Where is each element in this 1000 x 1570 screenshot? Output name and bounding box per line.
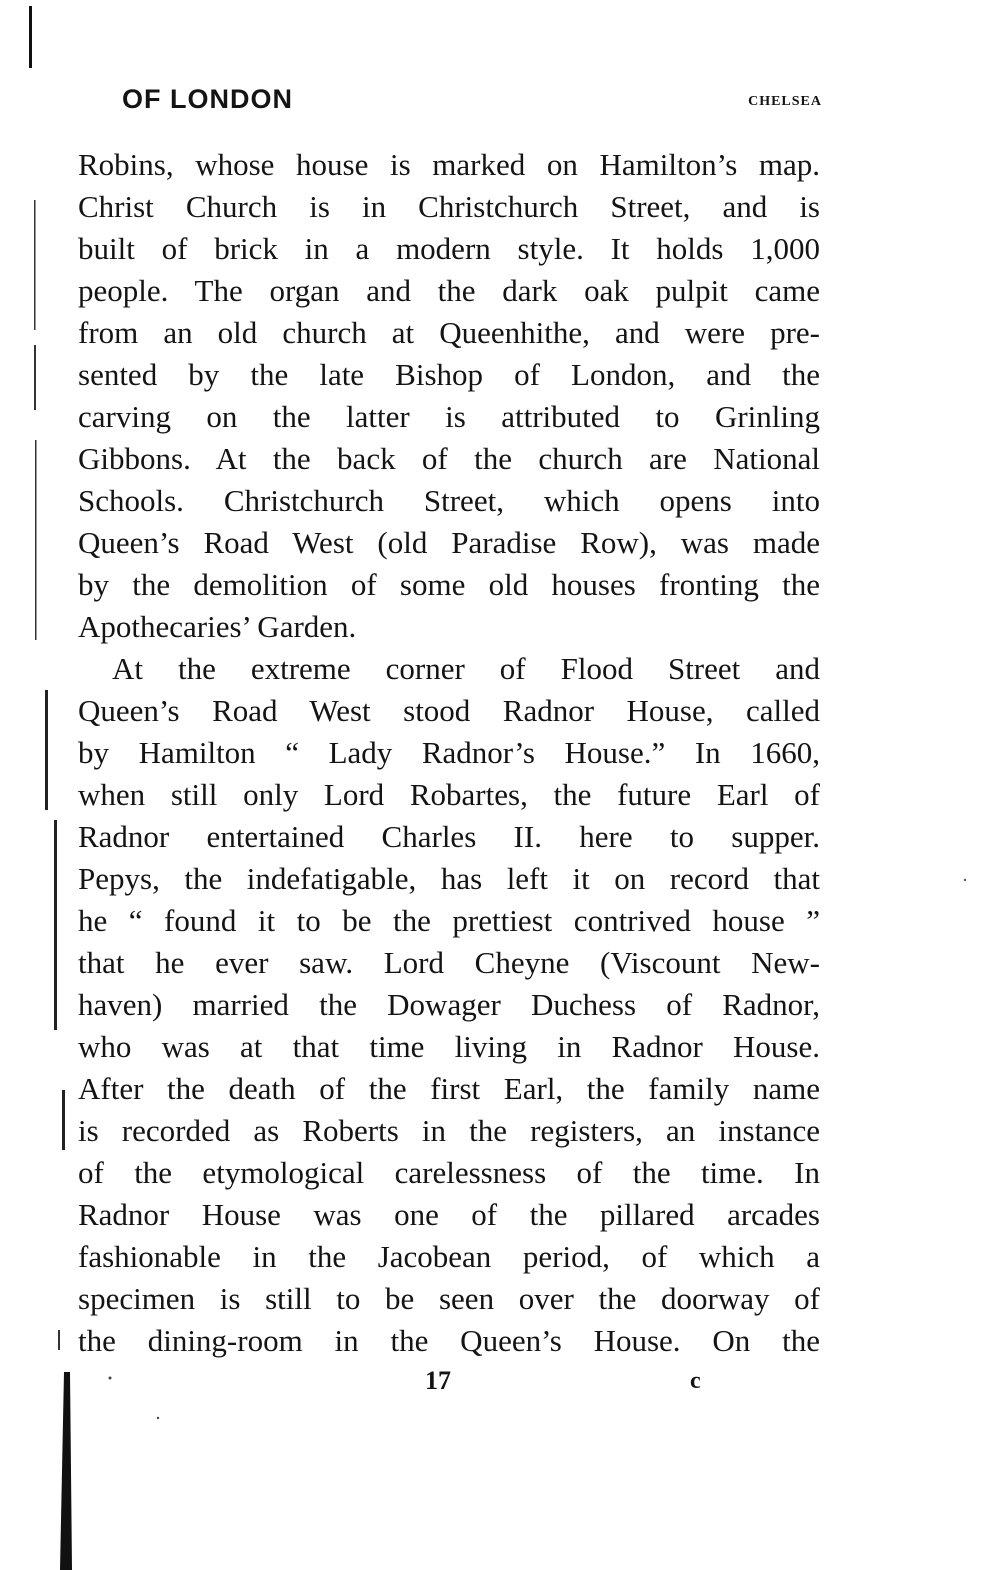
text-line: is recorded as Roberts in the registers, an instance xyxy=(78,1113,820,1148)
body-text xyxy=(78,144,820,1362)
text-line: Gibbons. At the back of the church are National xyxy=(78,441,820,476)
text-line: carving on the latter is attributed to Grinling xyxy=(78,399,820,434)
text-line: After the death of the first Earl, the family name xyxy=(78,1071,820,1106)
scan-mark-margin-5 xyxy=(54,820,57,1030)
scan-speck-2 xyxy=(157,1417,159,1419)
text-line: Queen’s Road West stood Radnor House, called xyxy=(78,693,820,728)
text-line: who was at that time living in Radnor House. xyxy=(78,1029,820,1064)
scan-mark-top xyxy=(29,6,32,68)
scan-mark-margin-2 xyxy=(34,345,36,410)
page-number: 17 xyxy=(425,1366,451,1395)
scan-mark-margin-3 xyxy=(35,440,37,640)
running-head-section: CHELSEA xyxy=(748,94,822,109)
text-line: specimen is still to be seen over the doorway of xyxy=(78,1281,820,1316)
text-line: sented by the late Bishop of London, and the xyxy=(78,357,820,392)
text-line: Radnor House was one of the pillared arcades xyxy=(78,1197,820,1232)
scan-mark-margin-7 xyxy=(58,1330,60,1350)
page-footer xyxy=(78,1366,820,1406)
scan-speck-3 xyxy=(964,879,966,881)
text-line: Pepys, the indefatigable, has left it on record that xyxy=(78,861,820,896)
text-line: he “ found it to be the prettiest contrived house ” xyxy=(78,903,820,938)
text-line: by Hamilton “ Lady Radnor’s House.” In 1660, xyxy=(78,735,820,770)
text-line: Robins, whose house is marked on Hamilton’s map. xyxy=(78,147,820,182)
scan-mark-margin-6 xyxy=(62,1090,65,1150)
text-line: by the demolition of some old houses fronting the xyxy=(78,567,820,602)
text-line: that he ever saw. Lord Cheyne (Viscount New- xyxy=(78,945,820,980)
text-line: Queen’s Road West (old Paradise Row), was made xyxy=(78,525,820,560)
running-head-title: OF LONDON xyxy=(122,84,293,114)
scan-mark-margin-1 xyxy=(34,200,36,330)
text-line: haven) married the Dowager Duchess of Radnor, xyxy=(78,987,820,1022)
text-line: when still only Lord Robartes, the future Earl of xyxy=(78,777,820,812)
text-line: Schools. Christchurch Street, which opens into xyxy=(78,483,820,518)
text-line: fashionable in the Jacobean period, of which a xyxy=(78,1239,820,1274)
scan-mark-margin-4 xyxy=(45,690,48,810)
signature-mark: c xyxy=(690,1368,701,1394)
text-line: Christ Church is in Christchurch Street, and is xyxy=(78,189,820,224)
text-line: of the etymological carelessness of the time. In xyxy=(78,1155,820,1190)
text-line: built of brick in a modern style. It holds 1,000 xyxy=(78,231,820,266)
text-line: Radnor entertained Charles II. here to supper. xyxy=(78,819,820,854)
text-line: the dining-room in the Queen’s House. On the xyxy=(78,1323,820,1358)
running-head xyxy=(122,84,822,120)
text-line: At the extreme corner of Flood Street and xyxy=(112,651,820,686)
text-line: people. The organ and the dark oak pulpit came xyxy=(78,273,820,308)
text-line: Apothecaries’ Garden. xyxy=(78,609,357,644)
scan-mark-bottom xyxy=(60,1372,72,1570)
text-line: from an old church at Queenhithe, and were pre- xyxy=(78,315,820,350)
